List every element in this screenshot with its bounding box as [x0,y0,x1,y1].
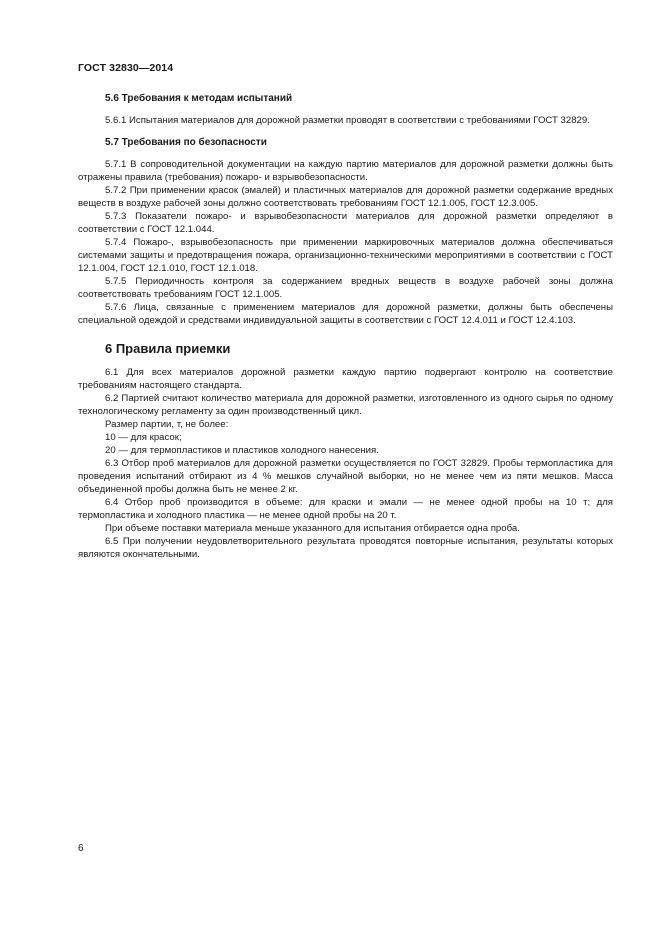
paragraph: 5.7.6 Лица, связанные с применением материалов для дорожной разметки, должны быть обеспечены специальной одеждой и средствами индивидуальной защиты в соответствии с ГОСТ 12.4.011 и ГОСТ 12.4.103. [78,302,613,326]
section-heading: 5.6 Требования к методам испытаний [105,93,293,104]
paragraph: 6.3 Отбор проб материалов для дорожной разметки осуществляется по ГОСТ 32829. Пробы термопластика для проведения испытаний отбирают из 4 % мешков случайной выборки, но не менее чем из пяти мешков. Масса объединенной пробы должна быть не менее 2 кг. [78,458,613,495]
section-5-7 [78,136,613,327]
paragraph: 5.7.5 Периодичность контроля за содержанием вредных веществ в воздухе рабочей зоны должна соответствовать требованиям ГОСТ 12.1.005. [78,276,613,300]
chapter-heading: 6 Правила приемки [105,341,231,356]
paragraph: При объеме поставки материала меньше указанного для испытания отбирается одна проба. [105,523,520,534]
paragraph: 5.7.4 Пожаро-, взрывобезопасность при применении маркировочных материалов должна обеспечиваться системами защиты и предотвращения пожара, организационно-техническими мероприятиями в соответствии с ГОСТ 12.1.004, ГОСТ 12.1.010, ГОСТ 12.1.018. [78,237,613,274]
section-heading: 5.7 Требования по безопасности [105,137,267,148]
document-header: ГОСТ 32830—2014 [78,62,174,74]
paragraph: Размер партии, т, не более: [105,419,229,430]
paragraph: 6.5 При получении неудовлетворительного результата проводятся повторные испытания, результаты которых являются окончательными. [78,536,613,560]
paragraph: 10 — для красок; [105,432,182,443]
page-number: 6 [78,843,84,854]
paragraph: 5.6.1 Испытания материалов для дорожной разметки проводят в соответствии с требованиями ГОСТ 32829. [105,115,590,126]
paragraph: 5.7.3 Показатели пожаро- и взрывобезопасности материалов для дорожной разметки определяют в соответствии с ГОСТ 12.1.044. [78,211,613,235]
paragraph: 5.7.1 В сопроводительной документации на каждую партию материалов для дорожной разметки должны быть отражены правила (требования) пожаро- и взрывобезопасности. [78,159,613,183]
document-body [78,92,613,570]
section-5-6 [78,92,613,127]
paragraph: 6.1 Для всех материалов дорожной разметки каждую партию подвергают контролю на соответствие требованиям настоящего стандарта. [78,367,613,391]
section-6 [78,341,613,561]
paragraph: 5.7.2 При применении красок (эмалей) и пластичных материалов для дорожной разметки содержание вредных веществ в воздухе рабочей зоны должно соответствовать требованиям ГОСТ 12.1.005, ГОСТ 12.3.005. [78,185,613,209]
paragraph: 6.2 Партией считают количество материала для дорожной разметки, изготовленного из одного сырья по одному технологическому регламенту за один производственный цикл. [78,393,613,417]
paragraph: 20 — для термопластиков и пластиков холодного нанесения. [105,445,379,456]
paragraph: 6.4 Отбор проб производится в объеме: для краски и эмали — не менее одной пробы на 10 т; для термопластика и холодного пластика — не менее одной пробы на 20 т. [78,497,613,521]
